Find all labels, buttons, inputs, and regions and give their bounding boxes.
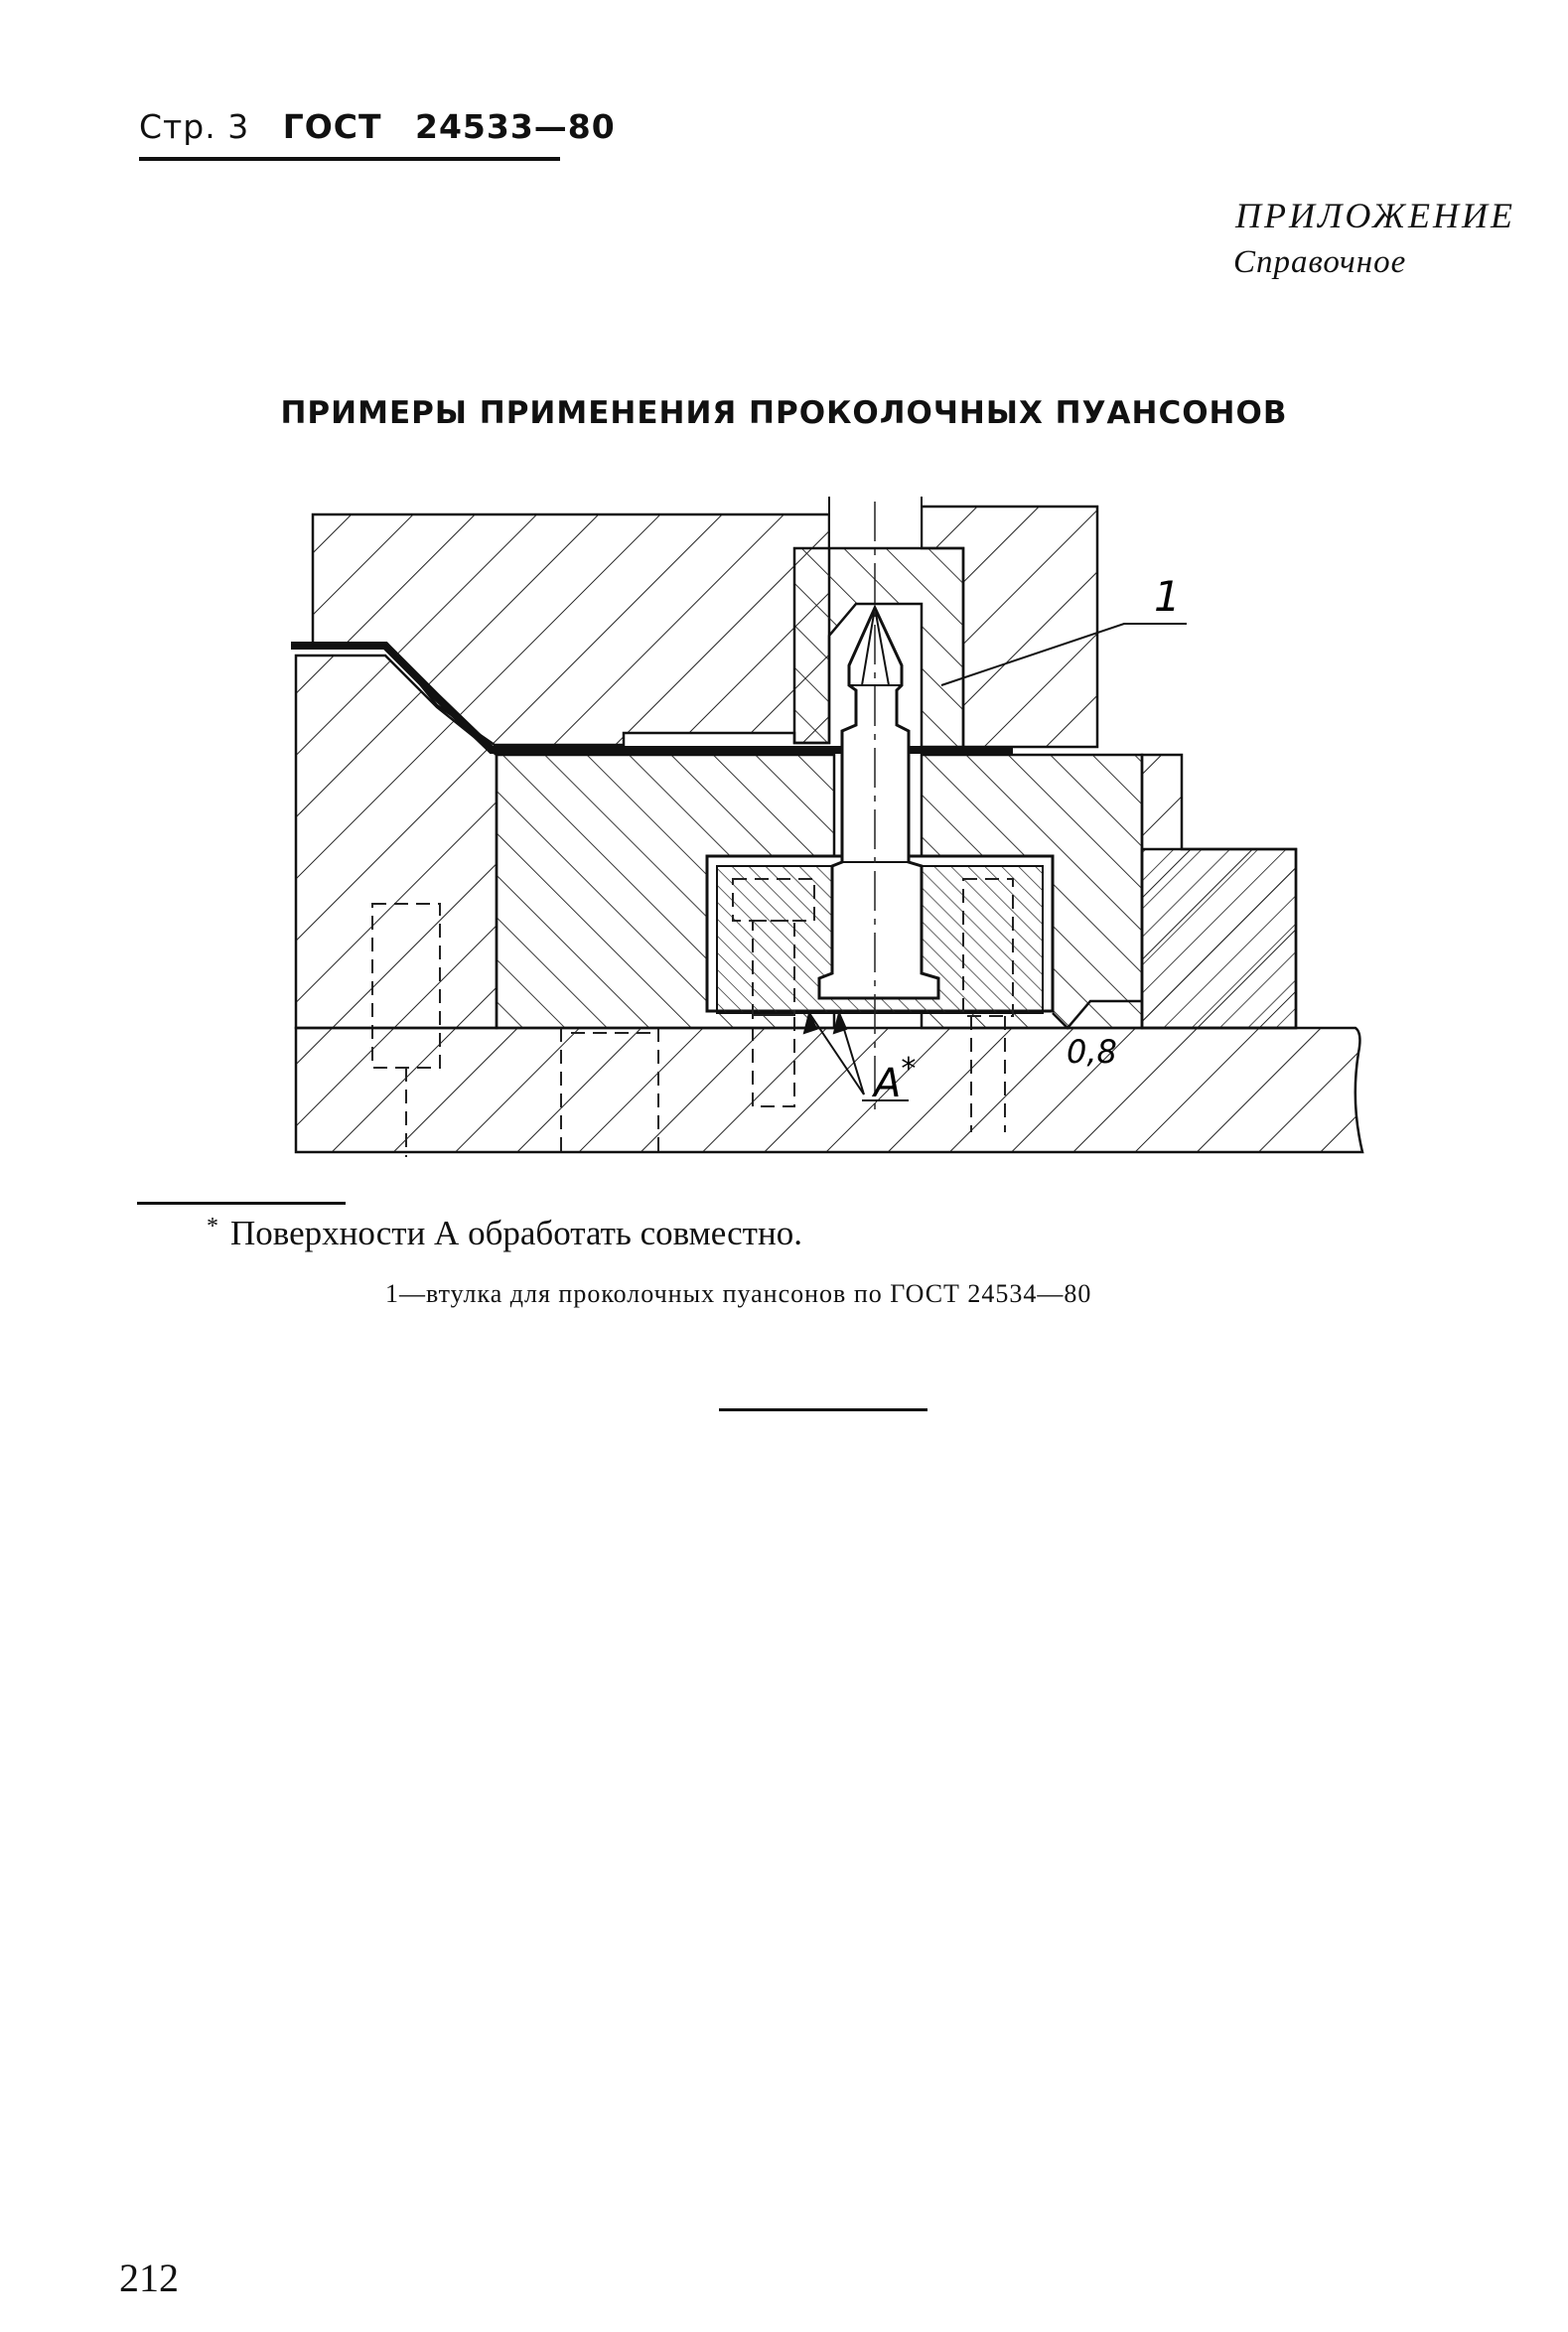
header-standard: ГОСТ [282, 107, 382, 146]
header-page-label: Стр. 3 [139, 107, 250, 146]
appendix-label: ПРИЛОЖЕНИЕ [1235, 196, 1515, 235]
surface-mark: * [901, 1052, 917, 1087]
header-standard-number: 24533—80 [415, 107, 616, 146]
appendix-type: Справочное [1233, 244, 1407, 280]
header-rule [139, 157, 560, 161]
base-plate [296, 1028, 1362, 1152]
footnote [207, 1214, 802, 1253]
right-block-inner [1142, 849, 1296, 1028]
footnote-text: Поверхности А обработать совместно. [230, 1214, 802, 1252]
callout-number: 1 [1154, 572, 1181, 621]
page-number: 212 [119, 2256, 179, 2300]
roughness-value: 0,8 [1067, 1033, 1117, 1071]
page-title: ПРИМЕРЫ ПРИМЕНЕНИЯ ПРОКОЛОЧНЫХ ПУАНСОНОВ [280, 395, 1288, 431]
figure-caption: 1—втулка для проколочных пуансонов по ГОСТ 24534—80 [385, 1279, 1092, 1308]
surface-letter: A [874, 1061, 902, 1106]
technical-drawing [288, 497, 1370, 1172]
page-header [139, 107, 616, 146]
footnote-rule [137, 1202, 346, 1205]
end-rule [719, 1408, 927, 1411]
footnote-marker: * [207, 1214, 218, 1239]
